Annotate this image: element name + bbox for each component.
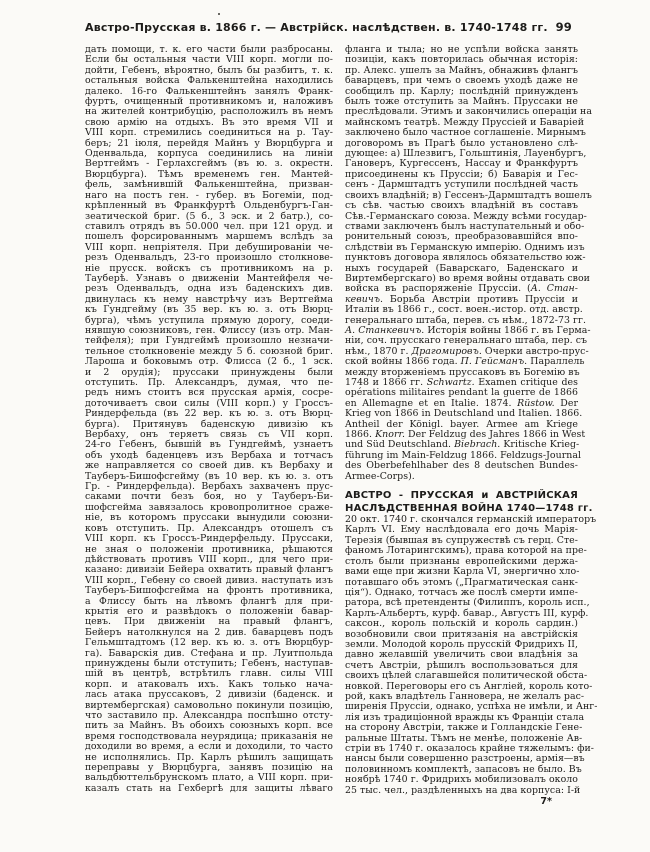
text-line: führung im Main-Feldzug 1866. Feldzugs-Journal xyxy=(345,449,582,461)
running-head xyxy=(85,20,578,35)
text-line: отступить. Пр. Александръ, думая, что пе- xyxy=(85,377,333,388)
text-line: между вторженіемъ пруссаковъ въ Богемію въ xyxy=(345,366,580,378)
text-line: дать помощи, т. к. его части были разбросаны. xyxy=(85,44,333,55)
text-line: слѣдствіи въ Германскую имперію. Однимъ изъ xyxy=(345,241,585,253)
text-line: двинулась къ нему навстрѣчу изъ Вертгейма xyxy=(85,293,333,305)
text-line: Лароша и боковымъ отр. Флисса (2 б., 1 эск. xyxy=(85,356,333,368)
text-line: фуртъ, очищенный противникомъ и, наложивъ xyxy=(85,96,333,108)
text-line: а Флиссу быть на лѣвомъ флангѣ для при- xyxy=(85,595,333,607)
text-line: редъ нимъ стоитъ вся прусская армія, сосре- xyxy=(85,387,333,399)
text-line: доходили во время, а если и доходили, то часто xyxy=(85,741,333,753)
text-line: Тауберѣ. Узнавъ о движеніи Мантейфеля че- xyxy=(85,272,333,284)
text-line: ныхъ государей (Баварскаго, Баденскаго и xyxy=(345,262,578,274)
text-line: Гельмштадтомъ (12 вер. къ ю. з. отъ Вюрцбур- xyxy=(85,637,333,649)
text-line: на жителей контрибуцію, расположилъ въ немъ xyxy=(85,106,333,118)
text-line: принуждены были отступить; Гебенъ, наступав- xyxy=(85,657,333,669)
text-line: дующее: а) Шлезвигъ, Гольштинія, Лауенбургъ, xyxy=(345,148,587,160)
text-line: Виртембергскаго) во время войны отдавать свои xyxy=(345,272,590,284)
text-line: на сторону Австріи, также и Голландскіе Гене- xyxy=(345,722,583,734)
text-line: не исполнялись. Пр. Карлъ рѣшилъ защищать xyxy=(85,751,333,763)
text-line: и 2 орудія); пруссаки принуждены были xyxy=(85,366,333,378)
text-line: доточиваетъ свои силы (VIII корп.) у Гроссъ- xyxy=(85,397,333,409)
text-line: ральные Штаты. Тѣмъ не менѣе, положеніе Ав- xyxy=(345,732,583,744)
text-line: потавшаго объ этомъ („Прагматическая санк- xyxy=(345,576,578,588)
text-line: ніи, соч. прусскаго генеральнаго штаба, пер. съ xyxy=(345,335,588,347)
text-line: Если бы остальныя части VIII корп. могли по- xyxy=(85,54,333,66)
text-line: фель, замѣнившій Фалькенштейна, призван- xyxy=(85,179,333,191)
text-line: ковъ отступить. Пр. Александръ отошелъ съ xyxy=(85,522,333,534)
text-line: VIII корп. къ Гроссъ-Риндерфельду. Пруссаки, xyxy=(85,533,333,545)
line-gap xyxy=(345,482,578,490)
left-column xyxy=(85,45,333,794)
text-line: наго на постъ ген. - губер. въ Богеміи, под- xyxy=(85,189,333,201)
text-line: своихъ цѣлей слагавшейся политической обста- xyxy=(345,670,588,682)
text-line: рой, какъ владѣтель Ганновера, не желалъ рас- xyxy=(345,690,585,702)
text-line: Сѣв.-Германскаго союза. Между всѣми государ- xyxy=(345,210,587,222)
text-line: нансы были совершенно разстроены, армія—въ xyxy=(345,753,585,765)
text-line: счетъ Австріи, рѣшилъ воспользоваться для xyxy=(345,659,578,671)
text-line: присоединены къ Пруссіи; б) Баварія и Гес- xyxy=(345,168,578,180)
signature-mark: 7* xyxy=(540,796,552,808)
text-line: съ сѣв. частью своихъ владѣній въ составъ xyxy=(345,200,578,212)
text-line: бурга), чѣмъ уступила прямую дорогу, соеди- xyxy=(85,314,333,326)
text-line: остальныя войска Фалькенштейна находились xyxy=(85,75,333,87)
text-line: саксон., король польскій и король сардин.) xyxy=(345,618,578,630)
text-line: шій въ центрѣ, встрѣтилъ главн. силы VIII xyxy=(85,668,333,680)
text-line: Вербаху, онъ теряетъ связь съ VII корп. xyxy=(85,429,333,441)
text-line: ставилъ отрядъ въ 50.000 чел. при 121 оруд. и xyxy=(85,220,333,232)
text-line: договоромъ въ Прагѣ было установлено слѣ- xyxy=(345,137,578,149)
text-line: und Süd Deutschland. Biebrach. Kritische Krieg- xyxy=(345,439,580,451)
text-line: Бейеръ натолкнулся на 2 див. баварцевъ подъ xyxy=(85,626,333,638)
text-line: резъ Оденвальдъ, одна изъ баденскихъ див. xyxy=(85,283,333,295)
text-line: стріи въ 1740 г. оказалось крайне тяжелымъ: фи- xyxy=(345,743,594,754)
text-line: свою армію на отдыхъ. Въ это время VII и xyxy=(85,116,333,128)
text-line: 1748 и 1866 гг. Schwartz. Examen critique des xyxy=(345,377,578,388)
text-line: 25 тыс. чел., раздѣленныхъ на два корпуса: I-й xyxy=(345,784,581,796)
text-line: объ уходѣ баденцевъ изъ Вербаха и тотчасъ xyxy=(85,449,333,461)
text-line: новкой. Переговоры его съ Англіей, король кото- xyxy=(345,680,593,692)
text-line: Карлъ-Альбертъ, курф. бавар., Августъ III, курф. xyxy=(345,607,589,619)
text-line: пить за Майнъ. Въ обоихъ союзныхъ корп. все xyxy=(85,720,333,732)
text-line: виртембергская) самовольно покинули позицію, xyxy=(85,699,333,711)
text-line: столъ были признаны европейскими держа- xyxy=(345,555,578,567)
text-line: Риндерфельда (въ 22 вер. къ ю. з. отъ Вюрц- xyxy=(85,408,333,420)
text-line: сенъ - Дармштадтъ уступили послѣдней часть xyxy=(345,179,578,191)
article-heading-line: АВСТРО - ПРУССКАЯ и АВСТРІЙСКАЯ xyxy=(345,490,578,502)
text-line: Тауберъ-Бишофсгейму (въ 10 вер. къ ю. з. отъ xyxy=(85,470,333,482)
text-line: генеральнаго штаба, перев. съ нѣм., 1872-73 гг. xyxy=(345,314,586,326)
text-line: Оденвальда, корпуса соединились на линіи xyxy=(85,148,333,160)
text-line: тельное столкновеніе между 5 б. союзной бриг. xyxy=(85,345,333,357)
text-line: цевъ. При движеніи на правый флангъ, xyxy=(85,616,333,628)
text-line: лія изъ традиціонной вражды къ Франціи стала xyxy=(345,711,585,723)
scan-artifact-dot xyxy=(218,13,220,15)
text-line: крѣпленный въ Франкфуртѣ Ольденбургъ-Ган- xyxy=(85,200,333,212)
text-line: крытія его и развѣдокъ о положеніи бавар- xyxy=(85,605,333,617)
text-line: ніе прусск. войскъ съ противникомъ на р. xyxy=(85,262,333,274)
text-line: казано: дивизіи Бейера охватить правый флангъ xyxy=(85,564,333,576)
text-line: VIII корп. непріятеля. При дебушированіи че- xyxy=(85,241,333,253)
text-line: время господствовала неурядица; приказанія не xyxy=(85,730,333,742)
text-line: дойти, Гебенъ, вѣроятно, былъ бы разбитъ, т. к. xyxy=(85,64,333,76)
text-line: VIII корп. стремились соединиться на р. Тау- xyxy=(85,127,333,139)
text-line: сообщилъ пр. Карлу; послѣдній принужденъ xyxy=(345,85,578,97)
text-line: ноябрѣ 1740 г. Фридрихъ мобилизовалъ около xyxy=(345,774,578,786)
text-line: en Allemagne et en Italie. 1874. Rüstow. Der xyxy=(345,397,578,409)
text-line: фланга и тыла; но не успѣли войска занять xyxy=(345,44,578,55)
text-line: не зная о положеніи противника, рѣшаются xyxy=(85,543,333,555)
text-line: баварцевъ, при чемъ о своемъ уходѣ даже не xyxy=(345,75,578,87)
text-line: же направляется со своей див. къ Вербаху и xyxy=(85,460,333,472)
text-line: opérations militaires pendant la guerre de 1866 xyxy=(345,387,578,399)
text-line: преслѣдовали. Этимъ и закончились операціи на xyxy=(345,106,592,118)
text-line: вальдбюттельбрунскомъ плато, а VIII корп. при- xyxy=(85,772,333,784)
text-line: войска въ распоряженіе Пруссіи. (А. Стан- xyxy=(345,283,578,295)
text-line: бурга). Притянувъ баденскую дивизію къ xyxy=(85,418,333,430)
text-line: Тауберъ-Бишофсгейма на фронтъ противника, xyxy=(85,585,333,597)
text-line: пунктовъ договора являлось обязательство юж- xyxy=(345,252,586,264)
text-line: ронительный союзъ, преобразовавшійся впо- xyxy=(345,231,578,243)
text-line: корп. и атаковалъ ихъ. Какъ только нача- xyxy=(85,678,333,690)
text-line: га). Баварскія див. Стефана и пр. Луитпольда xyxy=(85,647,333,659)
text-line: давно желавшій увеличить свои владѣнія за xyxy=(345,649,578,661)
text-line: нявшую союзниковъ, ген. Флиссу (изъ отр. Ман- xyxy=(85,324,333,336)
text-line: ція“). Однако, тотчасъ же послѣ смерти импе- xyxy=(345,586,578,598)
text-line: своихъ владѣній; в) Гессенъ-Дармштадтъ вошелъ xyxy=(345,189,592,201)
text-line: нѣм., 1870 г. Драгомировъ. Очерки австро-прус- xyxy=(345,345,589,357)
text-line: шофсгейма завязалось кровопролитное сраже- xyxy=(85,501,333,513)
text-line: кевичъ. Борьба Австріи противъ Пруссіи и xyxy=(345,293,578,305)
text-line: земли. Молодой король прусскій Фридрихъ II, xyxy=(345,638,578,650)
text-line: заключено было частное соглашеніе. Мирнымъ xyxy=(345,127,586,139)
text-line: саками почти безъ боя, но у Тауберъ-Би- xyxy=(85,491,333,503)
text-line: переправы у Вюрцбурга, занявъ позицію на xyxy=(85,762,333,774)
text-line: des Oberbefehlhaber des 8 deutschen Bundes- xyxy=(345,460,578,472)
text-line: ніе, въ которомъ пруссаки вынудили союзни- xyxy=(85,512,333,524)
text-line: половинномъ комплектѣ, запасовъ не было. Въ xyxy=(345,763,582,775)
text-line: Armee-Corps). xyxy=(345,470,415,482)
text-line: дѣйствовать противъ VIII корп., для чего при- xyxy=(85,553,333,565)
text-line: позиціи, какъ повторилась обычная исторія: xyxy=(345,54,578,66)
text-line: что заставило пр. Александра поспѣшно отсту- xyxy=(85,710,333,721)
text-line: беръ; 21 іюля, перейдя Майнъ у Вюрцбурга и xyxy=(85,137,333,149)
text-line: ствами заключенъ былъ наступательный и обо- xyxy=(345,220,585,232)
text-line: пр. Алекс. ушелъ за Майнъ, обнаживъ флангъ xyxy=(345,64,578,76)
text-line: 1866. Knorr. Der Feldzug des Jahres 1866 in West xyxy=(345,429,586,441)
text-line: возобновили свои притязанія на австрійскія xyxy=(345,628,578,640)
right-column xyxy=(345,44,598,808)
text-line: 24-го Гебенъ, бывшій въ Гундгеймѣ, узнаетъ xyxy=(85,439,333,451)
text-line: зеатической бриг. (5 б., 3 эск. и 2 батр.), со- xyxy=(85,210,333,222)
text-line: Antheil der Königl. bayer. Armee am Kriege xyxy=(345,418,578,430)
article-heading-line: НАСЛѢДСТВЕННАЯ ВОЙНА 1740—1748 гг. xyxy=(345,502,593,514)
text-line: 20 окт. 1740 г. скончался германскій императоръ xyxy=(345,514,597,526)
text-line: ратора, всѣ претенденты (Филиппъ, король исп., xyxy=(345,597,590,609)
text-line: Гр. - Риндерфельда). Вербахъ захваченъ прус- xyxy=(85,481,333,493)
text-line: лась атака пруссаковъ, 2 дивизіи (баденск. и xyxy=(85,689,333,701)
text-line: ширенія Пруссіи, однако, успѣха не имѣли, и Анг- xyxy=(345,701,598,713)
text-line: Гановеръ, Кургессенъ, Нассау и Франкфуртъ xyxy=(345,158,578,170)
text-line: Вюрцбурга). Тѣмъ временемъ ген. Мантей- xyxy=(85,168,333,180)
text-line: вами еще при жизни Карла VI, энергично хло- xyxy=(345,566,580,578)
text-line: VIII корп., Гебену со своей дивиз. наступать изъ xyxy=(85,574,333,586)
text-line: казалъ стать на Гехбергѣ для защиты лѣваго xyxy=(85,782,333,794)
text-line: далеко. 16-го Фалькенштейнъ занялъ Франк- xyxy=(85,85,333,97)
text-line: пошелъ форсированнымъ маршемъ вслѣдъ за xyxy=(85,231,333,243)
text-line: Италіи въ 1866 г., сост. воен.-истор. отд. австр. xyxy=(345,304,583,316)
text-line: къ Гундгейму (въ 35 вер. къ ю. з. отъ Вюрц- xyxy=(85,304,333,316)
text-line: Вертгеймъ - Герлахсгеймъ (въ ю. з. окрестн. xyxy=(85,158,333,170)
page-number: 99 xyxy=(555,20,572,34)
text-line: Krieg von 1866 in Deutschland und Italien. 1866. xyxy=(345,408,583,420)
text-line: майнскомъ театрѣ. Между Пруссіей и Баваріей xyxy=(345,116,585,128)
text-line: фаномъ Лотарингскимъ), права которой на пре- xyxy=(345,545,587,557)
text-line: тейфеля); при Гундгеймѣ произошло незначи- xyxy=(85,335,333,347)
text-line: Терезія (бывшая въ супружествѣ съ герц. Сте- xyxy=(345,534,578,546)
running-head-title: Австро-Прусская в. 1866 г. — Австрійск. наслѣдствен. в. 1740-1748 гг. xyxy=(85,21,548,34)
text-line: А. Станкевичъ. Исторія войны 1866 г. въ Герма- xyxy=(345,324,591,336)
text-line: былъ тоже отступить за Майнъ. Пруссаки не xyxy=(345,96,578,108)
text-line: Карлъ VI. Ему наслѣдовала его дочь Марія- xyxy=(345,524,578,536)
text-line: резъ Оденвальдъ, 23-го произошло столкнове- xyxy=(85,252,333,264)
text-line: ской войны 1866 года. П. Гейсманъ. Параллель xyxy=(345,356,585,368)
